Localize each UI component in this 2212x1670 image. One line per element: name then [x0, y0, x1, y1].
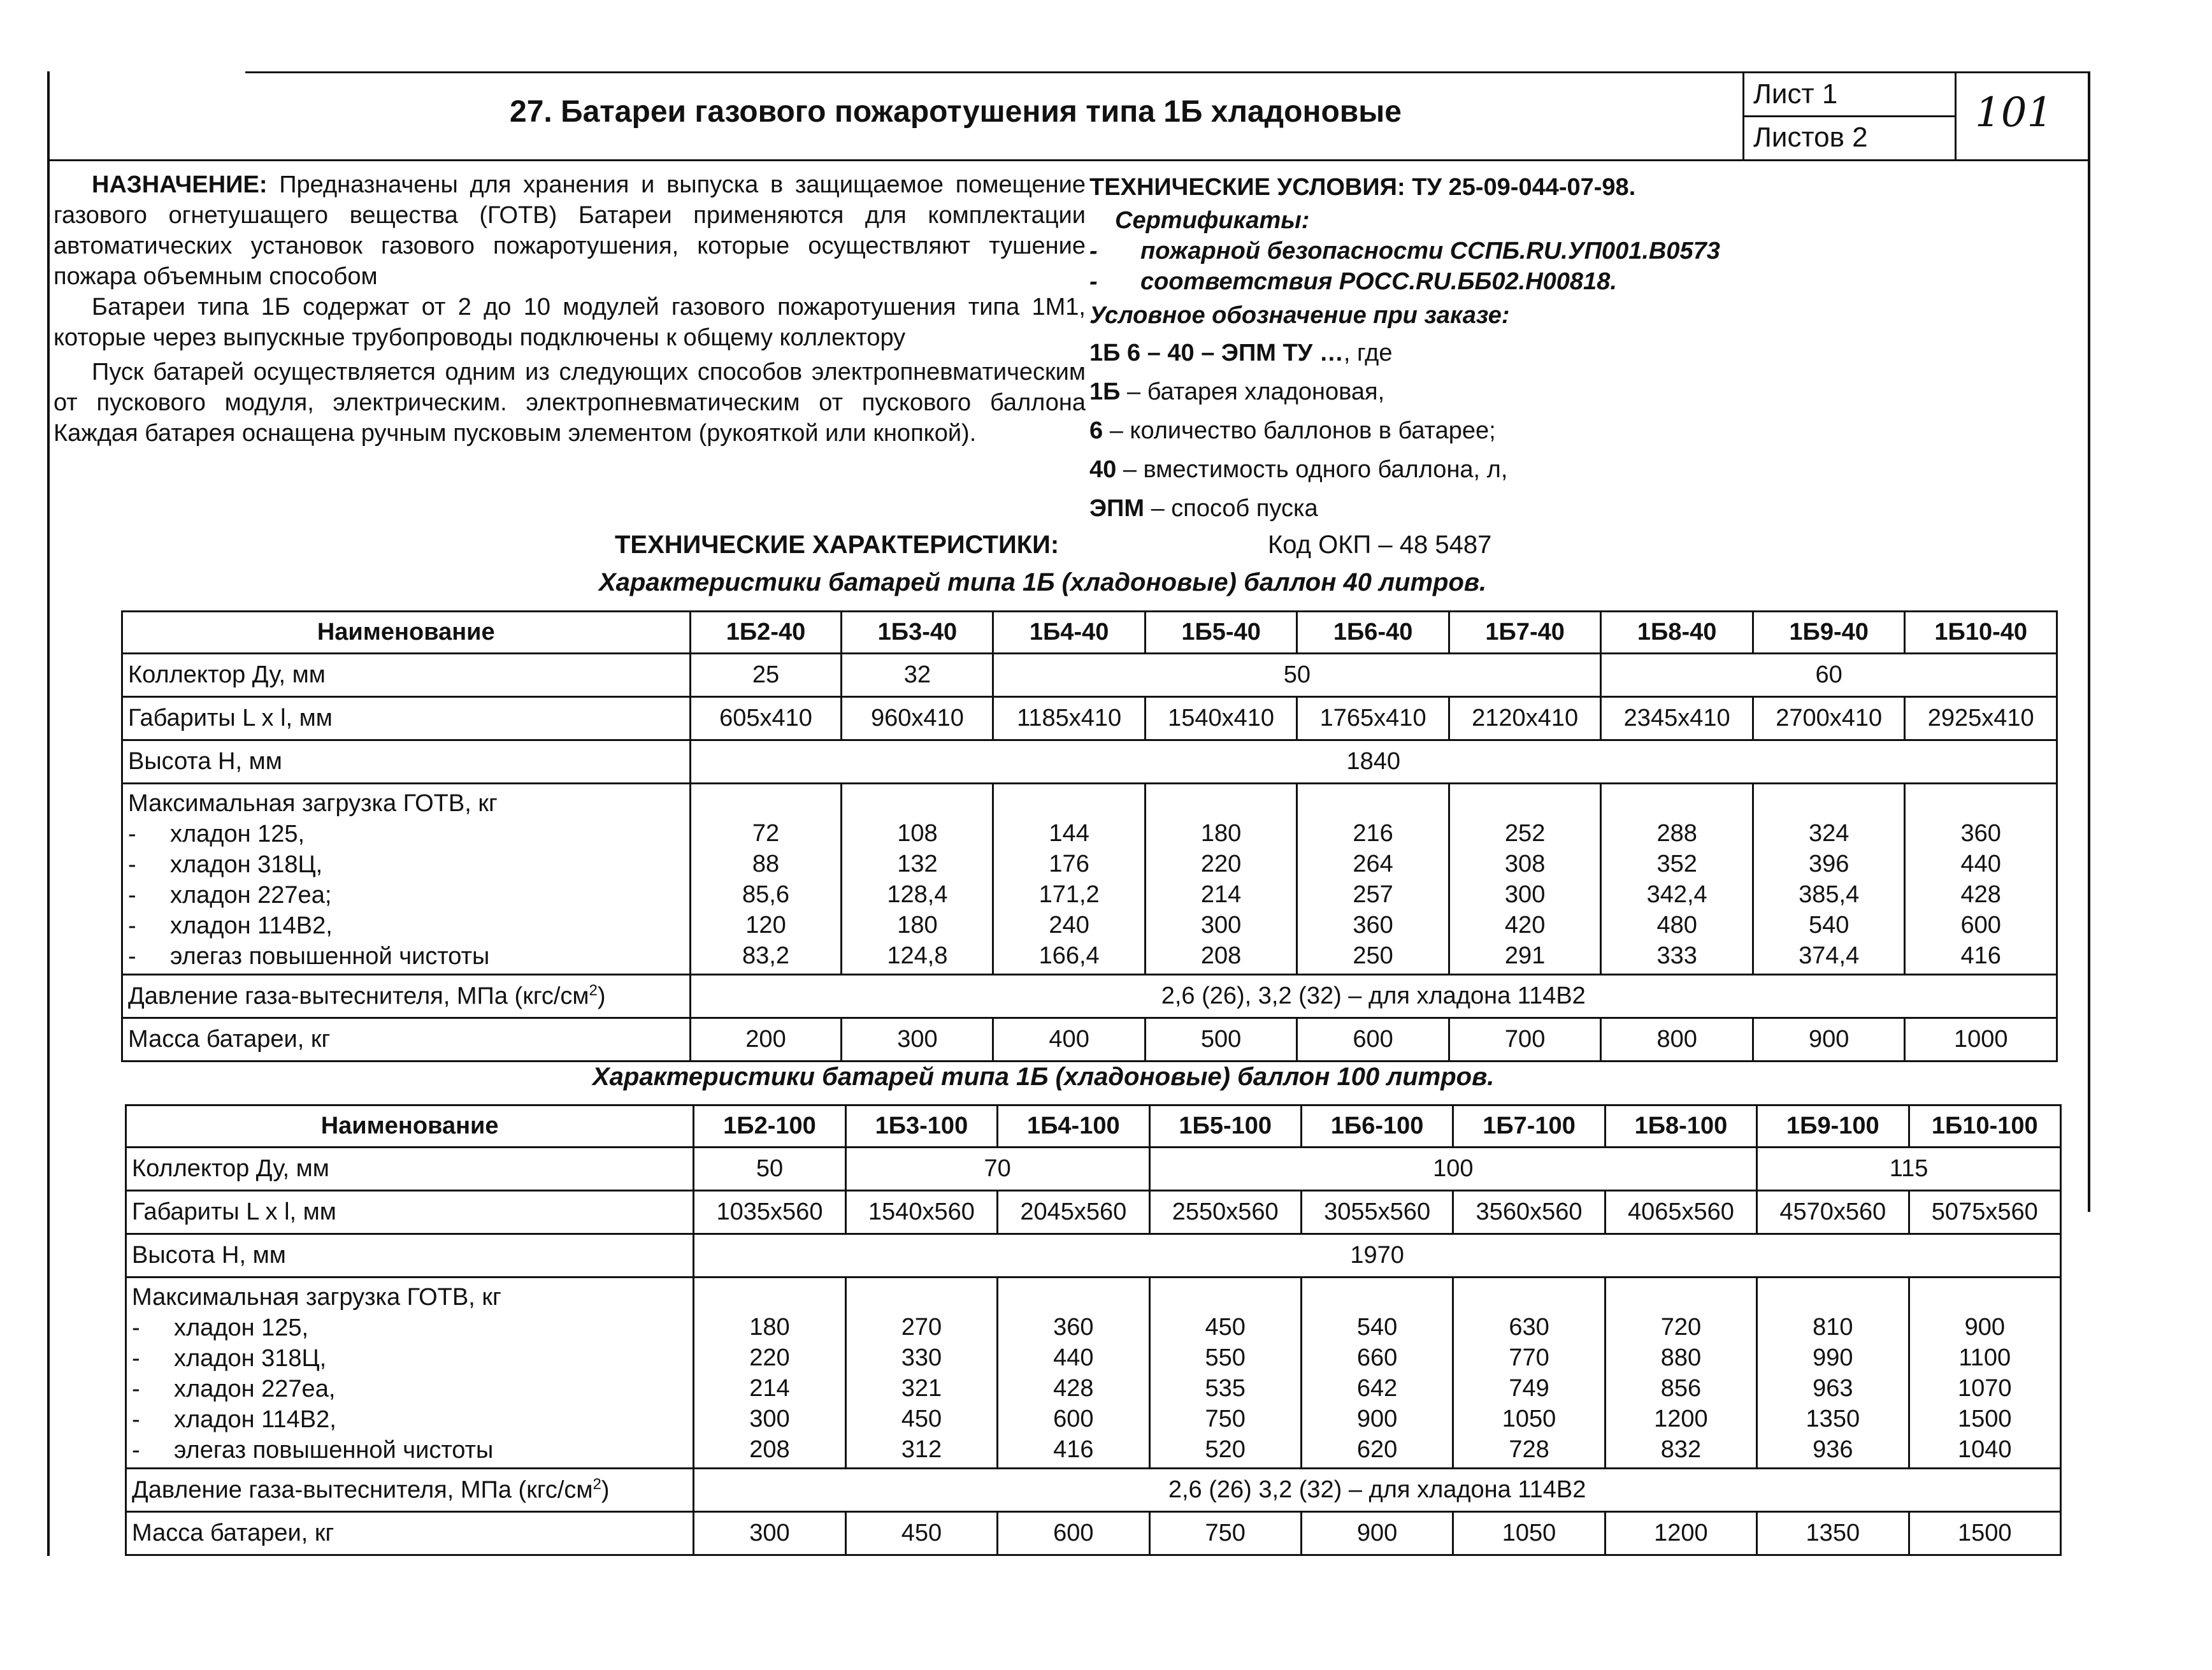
mass-value: 600	[998, 1512, 1149, 1555]
max-load-row	[126, 1278, 2061, 1469]
max-load-value: 900	[1964, 1314, 2005, 1341]
name-header: Наименование	[122, 612, 691, 654]
max-load-value: 374,4	[1799, 942, 1860, 969]
max-load-value: 124,8	[887, 942, 948, 969]
dimensions-label: Габариты L x l, мм	[126, 1191, 694, 1234]
dimensions-value: 2045x560	[998, 1191, 1149, 1234]
agent-name: - хладон 114В2,	[128, 912, 333, 939]
dimensions-value: 2550x560	[1149, 1191, 1301, 1234]
dimensions-value: 2345x410	[1601, 697, 1753, 740]
max-load-value: 480	[1656, 912, 1697, 939]
max-load-value: 250	[1353, 942, 1393, 969]
max-load-value: 749	[1509, 1375, 1549, 1402]
collector-value: 25	[690, 654, 842, 697]
max-load-value: 180	[1200, 820, 1242, 847]
model-header: 1Б10-40	[1905, 612, 2057, 654]
mass-value: 300	[842, 1018, 993, 1062]
max-load-value: 880	[1660, 1344, 1702, 1371]
max-load-value: 214	[1200, 881, 1242, 908]
collector-value: 32	[842, 654, 993, 697]
max-load-value: 440	[1053, 1344, 1094, 1371]
table-100-caption: Характеристики батарей типа 1Б (хладоновые) баллон 100 литров.	[592, 1063, 1495, 1091]
max-load-value: 450	[1205, 1314, 1246, 1341]
model-header: 1Б8-100	[1605, 1105, 1756, 1148]
agent-name: - элегаз повышенной чистоты	[128, 943, 490, 970]
max-load-values	[1297, 784, 1449, 975]
mass-row	[122, 1018, 2057, 1062]
max-load-value: 264	[1353, 851, 1393, 877]
header-row	[122, 612, 2057, 654]
mass-value: 900	[1301, 1512, 1453, 1555]
max-load-value: 291	[1504, 942, 1546, 969]
max-load-value: 252	[1504, 820, 1546, 847]
agent-name: - хладон 318Ц,	[128, 851, 323, 878]
dimensions-row	[126, 1191, 2061, 1234]
order-legend-3: 40 – вместимость одного баллона, л,	[1089, 456, 1508, 483]
height-value: 1840	[690, 740, 2057, 784]
max-load-value: 620	[1356, 1436, 1398, 1463]
dimensions-value: 4065x560	[1605, 1191, 1756, 1234]
max-load-value: 352	[1656, 851, 1697, 877]
model-header: 1Б2-40	[690, 612, 842, 654]
max-load-values	[1145, 784, 1297, 975]
agent-name: - хладон 114В2,	[132, 1406, 336, 1433]
max-load-value: 300	[1504, 881, 1546, 908]
model-header: 1Б5-100	[1149, 1105, 1301, 1148]
dimensions-label: Габариты L x l, мм	[122, 697, 691, 740]
model-header: 1Б8-40	[1601, 612, 1753, 654]
max-load-value: 540	[1808, 912, 1849, 939]
mass-value: 1200	[1605, 1512, 1756, 1555]
max-load-values	[993, 784, 1145, 975]
agent-name: - хладон 227еа;	[128, 882, 332, 909]
certificates-label: Сертификаты:	[1115, 207, 1310, 234]
model-header: 1Б6-100	[1301, 1105, 1453, 1148]
max-load-value: 440	[1960, 851, 2001, 877]
model-header: 1Б5-40	[1145, 612, 1297, 654]
dimensions-value: 1540x560	[845, 1191, 997, 1234]
max-load-value: 1050	[1502, 1406, 1556, 1432]
sheet-box	[1742, 73, 1957, 159]
max-load-value: 324	[1808, 820, 1849, 847]
purpose-section	[54, 169, 1086, 449]
collector-value: 100	[1149, 1148, 1757, 1191]
table-100-liters	[125, 1104, 2062, 1556]
max-load-value: 750	[1205, 1406, 1246, 1432]
height-label: Высота Н, мм	[126, 1234, 694, 1278]
max-load-value: 360	[1353, 912, 1393, 939]
collector-label: Коллектор Ду, мм	[126, 1148, 694, 1191]
max-load-value: 180	[749, 1314, 790, 1341]
frame-right-line	[2088, 71, 2090, 1212]
dimensions-value: 960x410	[842, 697, 993, 740]
name-header: Наименование	[126, 1105, 694, 1148]
max-load-value: 85,6	[742, 881, 789, 908]
header-row	[126, 1105, 2061, 1148]
max-load-value: 108	[897, 820, 938, 847]
max-load-value: 214	[749, 1375, 790, 1402]
max-load-value: 312	[901, 1436, 942, 1463]
max-load-label: Максимальная загрузка ГОТВ, кг	[128, 790, 498, 817]
max-load-value: 360	[1960, 820, 2001, 847]
dimensions-value: 3560x560	[1453, 1191, 1605, 1234]
max-load-value: 900	[1356, 1406, 1398, 1432]
max-load-value: 520	[1205, 1436, 1246, 1463]
max-load-value: 630	[1509, 1314, 1549, 1341]
mass-value: 300	[694, 1512, 845, 1555]
collector-value: 50	[993, 654, 1601, 697]
max-load-value: 270	[901, 1314, 942, 1341]
height-row	[126, 1234, 2061, 1278]
model-header: 1Б4-40	[993, 612, 1145, 654]
order-code: 1Б 6 – 40 – ЭПМ ТУ …, где	[1089, 340, 1393, 366]
max-load-value: 220	[749, 1344, 790, 1371]
pressure-row	[122, 975, 2057, 1018]
collector-value: 70	[845, 1148, 1149, 1191]
max-load-value: 72	[752, 820, 780, 847]
max-load-value: 132	[897, 851, 938, 877]
pressure-row	[126, 1469, 2061, 1512]
frame-left-line	[47, 71, 50, 1556]
max-load-value: 642	[1356, 1375, 1398, 1402]
mass-value: 200	[690, 1018, 842, 1062]
max-load-value: 1200	[1654, 1406, 1708, 1432]
max-load-value: 535	[1205, 1375, 1246, 1402]
collector-value: 60	[1601, 654, 2057, 697]
max-load-label-cell	[126, 1278, 694, 1469]
mass-value: 400	[993, 1018, 1145, 1062]
mass-value: 800	[1601, 1018, 1753, 1062]
dimensions-value: 3055x560	[1301, 1191, 1453, 1234]
purpose-text: Предназначены для хранения и выпуска в защищаемое помещение газового огнетушащего вещества (ГОТВ) Батареи применяются для комплектации автоматических установок газового пожаротушения, которые осуществляют тушение пожара объемным способом	[54, 171, 1086, 290]
max-load-value: 288	[1656, 820, 1697, 847]
tech-conditions: ТЕХНИЧЕСКИЕ УСЛОВИЯ: ТУ 25-09-044-07-98.	[1089, 174, 1636, 201]
max-load-value: 1350	[1806, 1406, 1860, 1432]
mass-value: 900	[1753, 1018, 1905, 1062]
max-load-value: 963	[1813, 1375, 1853, 1402]
agent-name: - хладон 125,	[132, 1314, 309, 1341]
max-load-value: 360	[1053, 1314, 1094, 1341]
collector-row	[122, 654, 2057, 697]
okp-code: Код ОКП – 48 5487	[1268, 531, 1492, 559]
certificate-conformity: - соответствия РОСС.RU.ББ02.Н00818.	[1089, 268, 1617, 295]
mass-value: 1350	[1757, 1512, 1909, 1555]
mass-value: 500	[1145, 1018, 1297, 1062]
purpose-label: НАЗНАЧЕНИЕ:	[92, 171, 268, 198]
max-load-value: 333	[1656, 942, 1697, 969]
conditions-section	[1089, 169, 1841, 528]
max-load-value: 1070	[1957, 1375, 2012, 1402]
max-load-values	[1605, 1278, 1756, 1469]
max-load-value: 208	[749, 1436, 790, 1463]
max-load-values	[1601, 784, 1753, 975]
max-load-value: 550	[1205, 1344, 1246, 1371]
mass-value: 700	[1449, 1018, 1601, 1062]
max-load-value: 342,4	[1646, 881, 1707, 908]
max-load-values	[694, 1278, 845, 1469]
max-load-value: 428	[1053, 1375, 1094, 1402]
order-legend-4: ЭПМ – способ пуска	[1089, 495, 1318, 522]
max-load-value: 832	[1660, 1436, 1702, 1463]
model-header: 1Б7-40	[1449, 612, 1601, 654]
max-load-value: 450	[901, 1406, 942, 1432]
mass-value: 750	[1149, 1512, 1301, 1555]
max-load-value: 216	[1353, 820, 1393, 847]
dimensions-value: 2925x410	[1905, 697, 2057, 740]
max-load-label-cell	[122, 784, 691, 975]
max-load-value: 420	[1504, 912, 1546, 939]
order-designation-label: Условное обозначение при заказе:	[1089, 302, 1510, 329]
max-load-value: 856	[1660, 1375, 1702, 1402]
agent-name: - хладон 227еа,	[132, 1376, 336, 1402]
dimensions-value: 2700x410	[1753, 697, 1905, 740]
max-load-value: 166,4	[1038, 942, 1100, 969]
collector-value: 50	[694, 1148, 845, 1191]
height-label: Высота Н, мм	[122, 740, 691, 784]
model-header: 1Б10-100	[1909, 1105, 2060, 1148]
max-load-values	[1149, 1278, 1301, 1469]
max-load-value: 416	[1053, 1436, 1094, 1463]
max-load-value: 660	[1356, 1344, 1398, 1371]
purpose-paragraph-2: Батареи типа 1Б содержат от 2 до 10 модулей газового пожаротушения типа 1М1, которые через выпускные трубопроводы подключены к общему коллектору	[54, 294, 1086, 351]
max-load-value: 128,4	[887, 881, 948, 908]
max-load-value: 208	[1200, 942, 1242, 969]
max-load-value: 88	[752, 851, 780, 877]
model-header: 1Б2-100	[694, 1105, 845, 1148]
max-load-value: 428	[1960, 881, 2001, 908]
max-load-values	[1449, 784, 1601, 975]
max-load-values	[1753, 784, 1905, 975]
model-header: 1Б3-100	[845, 1105, 997, 1148]
max-load-value: 330	[901, 1344, 942, 1371]
max-load-value: 1100	[1958, 1344, 2011, 1371]
max-load-values	[842, 784, 993, 975]
pressure-value: 2,6 (26), 3,2 (32) – для хладона 114В2	[690, 975, 2057, 1018]
max-load-value: 300	[749, 1406, 790, 1432]
max-load-value: 120	[745, 912, 786, 939]
mass-value: 600	[1297, 1018, 1449, 1062]
max-load-value: 990	[1813, 1344, 1853, 1371]
table-40-caption: Характеристики батарей типа 1Б (хладоновые) баллон 40 литров.	[599, 568, 1487, 596]
max-load-values	[1909, 1278, 2060, 1469]
dimensions-value: 4570x560	[1757, 1191, 1909, 1234]
max-load-value: 83,2	[742, 942, 789, 969]
max-load-values	[690, 784, 842, 975]
max-load-value: 936	[1813, 1436, 1853, 1463]
sheets-label: Листов 2	[1753, 122, 1868, 153]
max-load-values	[1905, 784, 2057, 975]
dimensions-value: 1540x410	[1145, 697, 1297, 740]
max-load-value: 171,2	[1038, 881, 1100, 908]
pressure-value: 2,6 (26) 3,2 (32) – для хладона 114В2	[694, 1469, 2061, 1512]
max-load-value: 300	[1200, 912, 1242, 939]
max-load-value: 810	[1813, 1314, 1853, 1341]
sheet-label: Лист 1	[1753, 78, 1838, 110]
collector-label: Коллектор Ду, мм	[122, 654, 691, 697]
max-load-value: 720	[1660, 1314, 1702, 1341]
certificate-fire: - пожарной безопасности ССПБ.RU.УП001.В0573	[1089, 238, 1720, 264]
pressure-label: Давление газа-вытеснителя, МПа $(кгс/см^2)$	[122, 975, 691, 1018]
purpose-paragraph-1	[54, 169, 1086, 292]
model-header: 1Б4-100	[998, 1105, 1149, 1148]
max-load-value: 176	[1049, 851, 1089, 877]
agent-name: - хладон 125,	[128, 821, 305, 847]
collector-value: 115	[1757, 1148, 2061, 1191]
max-load-value: 600	[1960, 912, 2001, 939]
model-header: 1Б3-40	[842, 612, 993, 654]
order-legend-1: 1Б – батарея хладоновая,	[1089, 378, 1385, 405]
agent-name: - элегаз повышенной чистоты	[132, 1437, 494, 1464]
sheet-divider	[1744, 115, 1955, 117]
max-load-value: 180	[897, 912, 938, 939]
max-load-values	[998, 1278, 1149, 1469]
max-load-label: Максимальная загрузка ГОТВ, кг	[132, 1284, 501, 1311]
max-load-value: 240	[1049, 912, 1089, 939]
dimensions-value: 605x410	[690, 697, 842, 740]
max-load-values	[1301, 1278, 1453, 1469]
dimensions-row	[122, 697, 2057, 740]
model-header: 1Б6-40	[1297, 612, 1449, 654]
max-load-values	[1757, 1278, 1909, 1469]
model-header: 1Б9-100	[1757, 1105, 1909, 1148]
model-header: 1Б9-40	[1753, 612, 1905, 654]
dimensions-value: 5075x560	[1909, 1191, 2060, 1234]
mass-label: Масса батареи, кг	[126, 1512, 694, 1555]
page-title: 27. Батареи газового пожаротушения типа 1Б хладоновые	[510, 95, 1402, 129]
max-load-value: 220	[1200, 851, 1242, 877]
order-legend-2: 6 – количество баллонов в батарее;	[1089, 417, 1496, 444]
max-load-values	[845, 1278, 997, 1469]
max-load-value: 396	[1808, 851, 1849, 877]
tech-characteristics-heading: ТЕХНИЧЕСКИЕ ХАРАКТЕРИСТИКИ:	[615, 531, 1059, 559]
max-load-value: 144	[1049, 820, 1089, 847]
height-value: 1970	[694, 1234, 2061, 1278]
max-load-value: 1500	[1957, 1406, 2012, 1432]
dimensions-value: 1765x410	[1297, 697, 1449, 740]
purpose-paragraph-3: Пуск батарей осуществляется одним из следующих способов электропневматическим от пускового модуля, электрическим. электропневматическим от пускового баллона Каждая батарея оснащена ручным пусковым элементом (рукояткой или кнопкой).	[54, 359, 1086, 447]
max-load-values	[1453, 1278, 1605, 1469]
max-load-value: 1040	[1957, 1436, 2012, 1463]
model-header: 1Б7-100	[1453, 1105, 1605, 1148]
mass-label: Масса батареи, кг	[122, 1018, 691, 1062]
table-40-liters	[121, 610, 2058, 1062]
max-load-row	[122, 784, 2057, 975]
page-number: 101	[1975, 89, 2053, 136]
height-row	[122, 740, 2057, 784]
mass-row	[126, 1512, 2061, 1555]
mass-value: 1000	[1905, 1018, 2057, 1062]
max-load-value: 540	[1356, 1314, 1398, 1341]
dimensions-value: 1035x560	[694, 1191, 845, 1234]
max-load-value: 770	[1509, 1344, 1549, 1371]
dimensions-value: 1185x410	[993, 697, 1145, 740]
max-load-value: 257	[1353, 881, 1393, 908]
mass-value: 450	[845, 1512, 997, 1555]
dimensions-value: 2120x410	[1449, 697, 1601, 740]
mass-value: 1500	[1909, 1512, 2060, 1555]
title-rule	[47, 159, 2090, 161]
max-load-value: 416	[1960, 942, 2001, 969]
max-load-value: 308	[1504, 851, 1546, 877]
max-load-value: 728	[1509, 1436, 1549, 1463]
mass-value: 1050	[1453, 1512, 1605, 1555]
collector-row	[126, 1148, 2061, 1191]
pressure-label: Давление газа-вытеснителя, МПа $(кгс/см^2)$	[126, 1469, 694, 1512]
max-load-value: 600	[1053, 1406, 1094, 1432]
agent-name: - хладон 318Ц,	[132, 1345, 327, 1372]
max-load-value: 385,4	[1799, 881, 1860, 908]
max-load-value: 321	[901, 1375, 942, 1402]
